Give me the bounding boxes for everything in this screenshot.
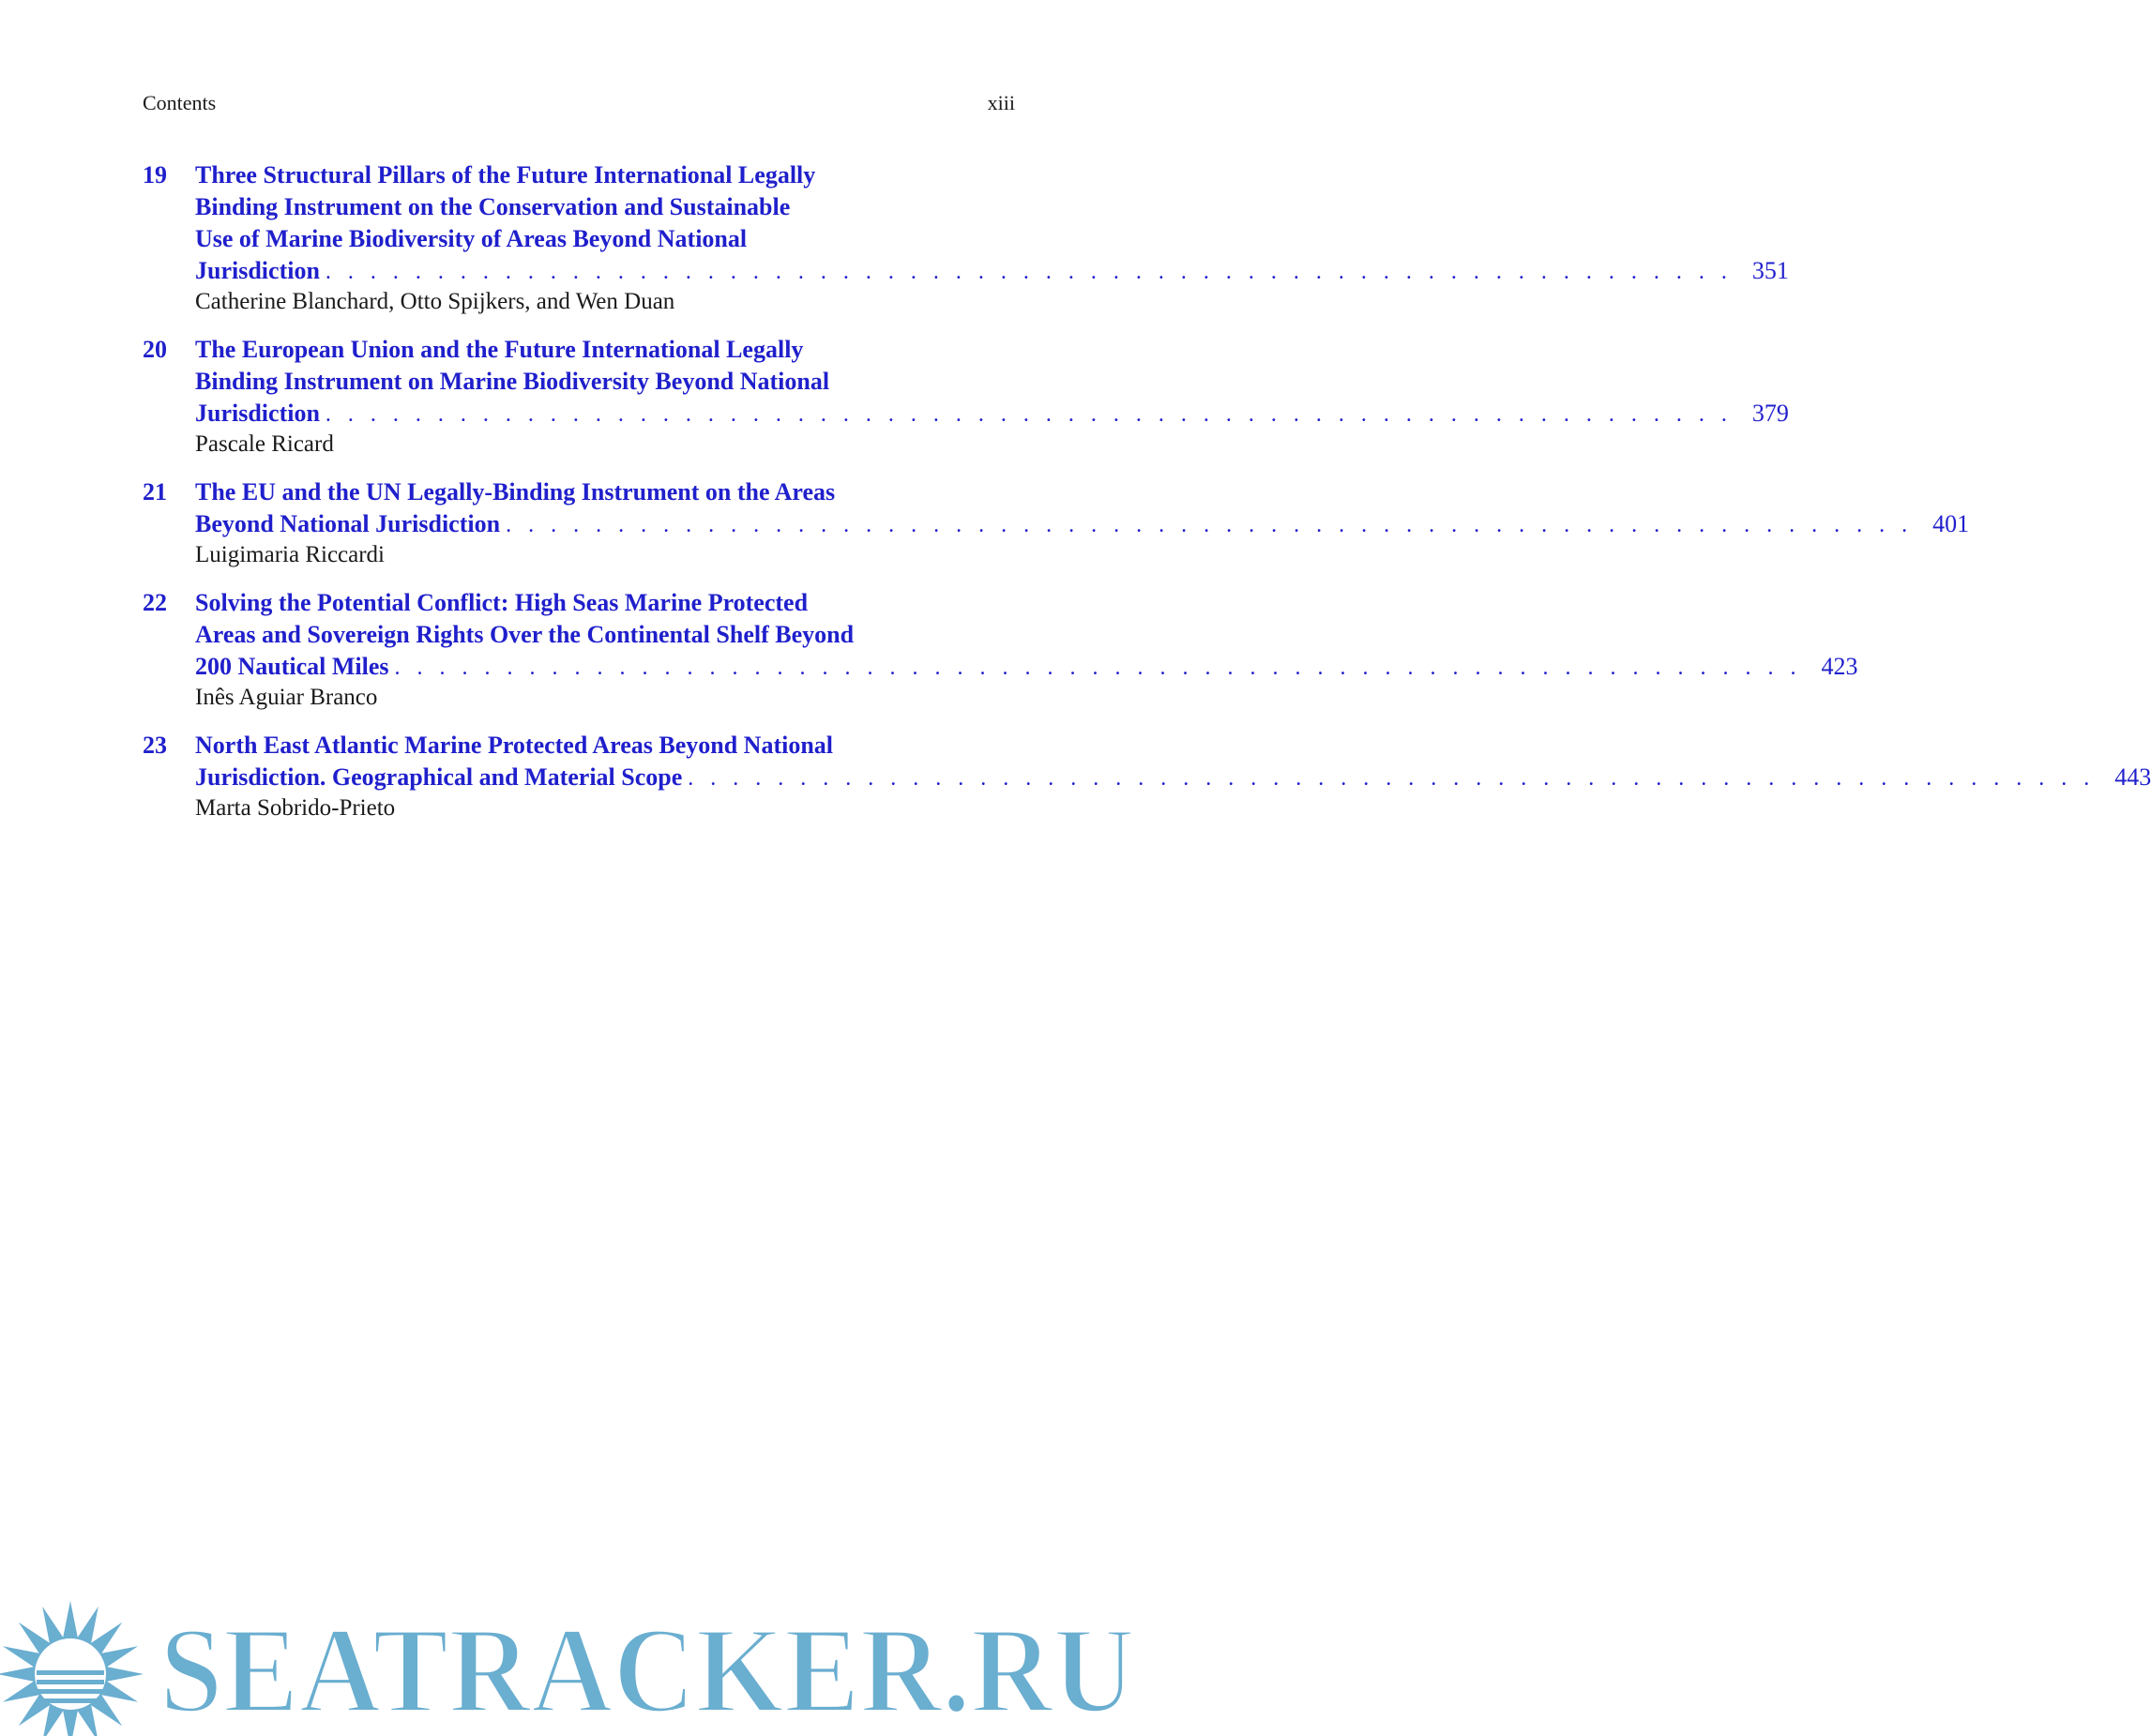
running-head	[143, 91, 1015, 115]
chapter-title-line[interactable]: Use of Marine Biodiversity of Areas Beyond National	[195, 225, 748, 252]
chapter-page-number[interactable]: 401	[1932, 510, 1970, 537]
chapter-title-line[interactable]: The European Union and the Future International Legally	[195, 336, 804, 363]
chapter-page-number[interactable]: 351	[1751, 257, 1789, 284]
toc-entry[interactable]	[143, 476, 1970, 570]
dot-leader: . . . . . . . . . . . . . . . . . . . . . . . . . . . . . . . . . . . . . . . . . . . . . . . . . . . . . . . . . . . . . . .	[325, 402, 1733, 427]
chapter-title-line[interactable]: Beyond National Jurisdiction	[195, 510, 501, 537]
chapter-title-line[interactable]: Jurisdiction	[195, 257, 320, 284]
toc-entry[interactable]	[143, 587, 1858, 713]
chapter-title-line[interactable]: Solving the Potential Conflict: High Seas Marine Protected	[195, 589, 809, 616]
dot-leader: . . . . . . . . . . . . . . . . . . . . . . . . . . . . . . . . . . . . . . . . . . . . . . . . . . . . . . . . . . . . . . .	[506, 513, 1914, 537]
chapter-page-number[interactable]: 423	[1821, 653, 1858, 680]
sun-logo-icon	[0, 1601, 144, 1736]
chapter-title-line[interactable]: Binding Instrument on the Conservation and Sustainable	[195, 193, 791, 220]
chapter-title-line[interactable]: Jurisdiction. Geographical and Material Scope	[195, 763, 683, 791]
chapter-authors: Luigimaria Riccardi	[195, 542, 386, 567]
chapter-authors: Catherine Blanchard, Otto Spijkers, and Wen Duan	[195, 289, 675, 314]
chapter-authors: Marta Sobrido-Prieto	[195, 795, 396, 821]
chapter-authors: Inês Aguiar Branco	[195, 685, 378, 710]
chapter-number: 21	[143, 478, 167, 506]
chapter-page-number[interactable]: 379	[1751, 400, 1789, 427]
chapter-title-line[interactable]: 200 Nautical Miles	[195, 653, 389, 680]
chapter-number: 22	[143, 589, 167, 616]
chapter-number: 23	[143, 732, 167, 759]
chapter-title-line[interactable]: North East Atlantic Marine Protected Areas Beyond National	[195, 732, 834, 759]
chapter-title-line[interactable]: Areas and Sovereign Rights Over the Continental Shelf Beyond	[195, 621, 855, 648]
dot-leader: . . . . . . . . . . . . . . . . . . . . . . . . . . . . . . . . . . . . . . . . . . . . . . . . . . . . . . . . . . . . . . .	[325, 260, 1733, 284]
page-number-roman: xiii	[987, 91, 1015, 114]
running-head-title: Contents	[143, 91, 217, 114]
toc-entry[interactable]	[143, 730, 2151, 823]
chapter-page-number[interactable]: 443	[2114, 763, 2151, 791]
chapter-authors: Pascale Ricard	[195, 431, 334, 457]
chapter-title-line[interactable]: Three Structural Pillars of the Future International Legally	[195, 161, 816, 189]
table-of-contents	[143, 159, 2151, 840]
chapter-title-line[interactable]: The EU and the UN Legally-Binding Instrument on the Areas	[195, 478, 836, 506]
watermark	[0, 1585, 1145, 1736]
chapter-title-line[interactable]: Binding Instrument on Marine Biodiversity Beyond National	[195, 368, 830, 395]
chapter-title-line[interactable]: Jurisdiction	[195, 400, 320, 427]
watermark-text: SEATRACKER.RU	[159, 1601, 1135, 1736]
toc-entry[interactable]	[143, 159, 1789, 317]
chapter-number: 20	[143, 336, 167, 363]
dot-leader: . . . . . . . . . . . . . . . . . . . . . . . . . . . . . . . . . . . . . . . . . . . . . . . . . . . . . . . . . . . . . . .	[688, 766, 2096, 791]
toc-entry[interactable]	[143, 334, 1789, 460]
dot-leader: . . . . . . . . . . . . . . . . . . . . . . . . . . . . . . . . . . . . . . . . . . . . . . . . . . . . . . . . . . . . . . .	[394, 656, 1802, 680]
chapter-number: 19	[143, 161, 167, 189]
